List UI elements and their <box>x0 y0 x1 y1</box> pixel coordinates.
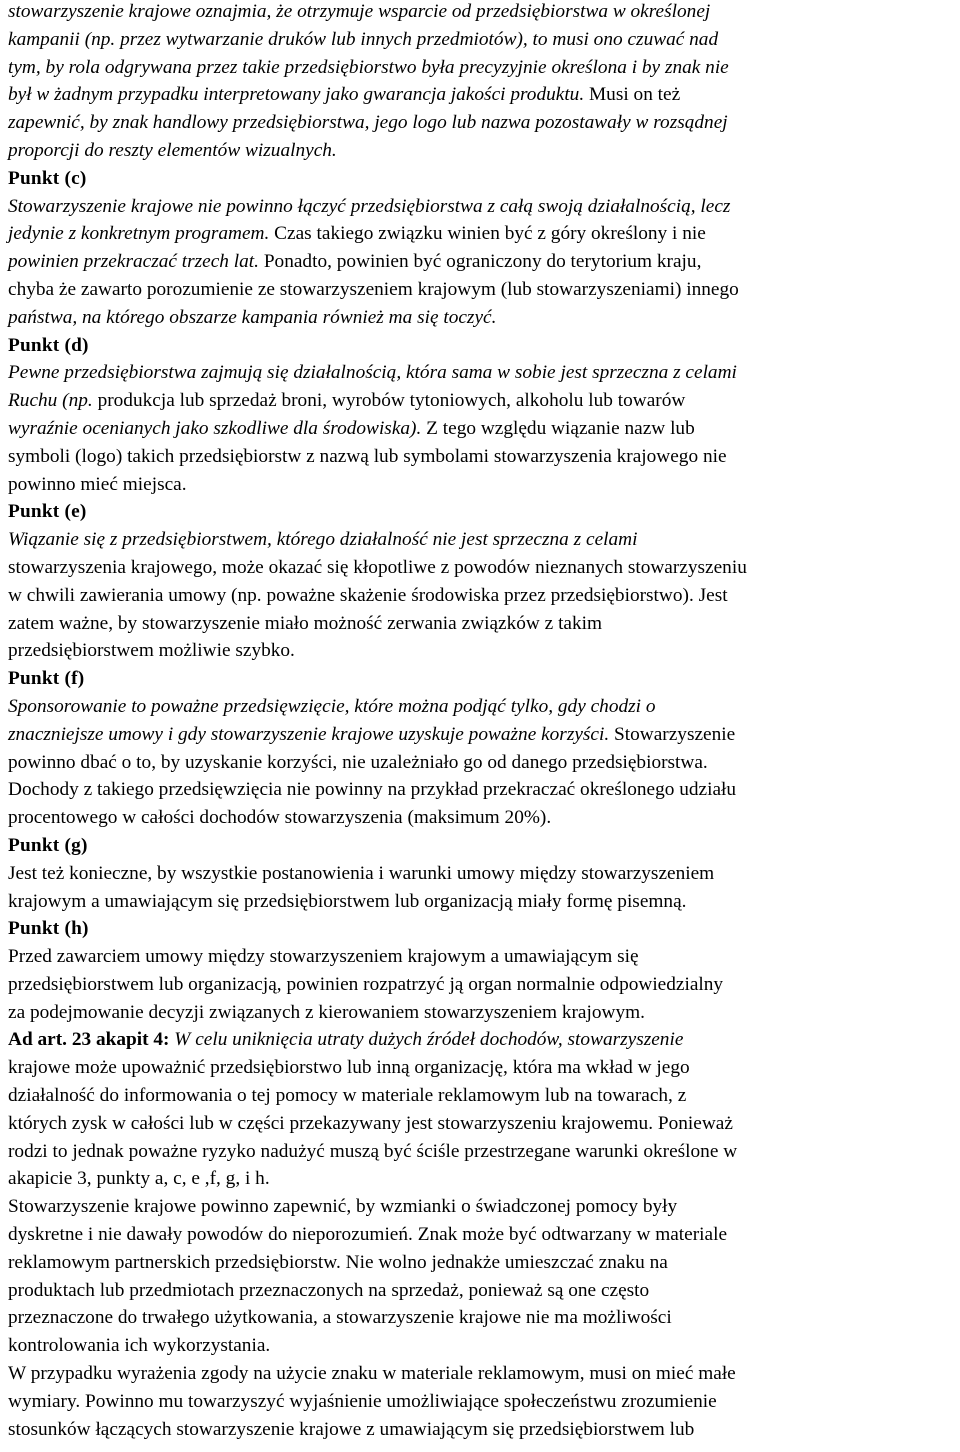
section-heading <box>8 332 952 360</box>
text-line <box>8 693 952 721</box>
body-text: Znak może być odtwarzany w materiale <box>412 1224 728 1246</box>
body-text: W przypadku wyrażenia zgody na użycie znaku w materiale reklamowym, musi on mieć małe <box>8 1363 736 1385</box>
text-line <box>8 971 952 999</box>
text-line <box>8 1054 952 1082</box>
italic-text: znaczniejsze umowy i gdy stowarzyszenie krajowe uzyskuje poważne korzyści. <box>8 723 610 745</box>
text-line <box>8 220 952 248</box>
text-line <box>8 888 952 916</box>
body-text: Powinno mu towarzyszyć wyjaśnienie umożliwiające społeczeństwu zrozumienie <box>80 1390 717 1412</box>
italic-text: był w żadnym przypadku interpretowany jako gwarancja jakości produktu. <box>8 84 585 106</box>
body-text: działalność do informowania o tej pomocy w materiale reklamowym lub na towarach, z <box>8 1085 687 1107</box>
bold-text: Punkt (f) <box>8 668 85 690</box>
text-line <box>8 276 952 304</box>
text-line <box>8 1193 952 1221</box>
body-text: przedsiębiorstwem lub organizacją, powinien rozpatrzyć ją organ normalnie odpowiedzialny <box>8 973 724 995</box>
text-line <box>8 415 952 443</box>
text-line <box>8 193 952 221</box>
body-text: Z tego względu wiązanie nazw lub <box>421 417 695 439</box>
text-line <box>8 637 952 665</box>
italic-text: W celu uniknięcia utraty dużych źródeł dochodów, stowarzyszenie <box>169 1029 684 1051</box>
italic-text: powinien przekraczać trzech lat. <box>8 251 259 273</box>
text-line <box>8 81 952 109</box>
body-text: Ponieważ <box>653 1112 733 1134</box>
body-text: Ponadto, powinien być ograniczony do terytorium kraju, <box>258 251 702 273</box>
body-text: Stowarzyszenie <box>609 723 736 745</box>
bold-text: Punkt (g) <box>8 834 88 856</box>
text-line <box>8 1026 952 1054</box>
italic-text: jedynie z konkretnym programem. <box>8 223 270 245</box>
bold-text: Ad art. 23 akapit 4: <box>8 1029 170 1051</box>
body-text: Musi on też <box>584 84 681 106</box>
text-line <box>8 582 952 610</box>
body-text: dyskretne i nie dawały powodów do nieporozumień. <box>8 1224 413 1246</box>
body-text: powinno dbać o to, by uzyskanie korzyści, nie uzależniało go od danego przedsiębiorstwa. <box>8 751 708 773</box>
text-line <box>8 860 952 888</box>
text-line <box>8 721 952 749</box>
body-text: procentowego w całości dochodów stowarzyszenia (maksimum 20%). <box>8 807 552 829</box>
text-line <box>8 776 952 804</box>
bold-text: Punkt (d) <box>8 334 89 356</box>
body-text: Dochody z takiego przedsięwzięcia nie powinny na przykład przekraczać określonego udziału <box>8 779 737 801</box>
text-line <box>8 387 952 415</box>
italic-text: Wiązanie się z przedsiębiorstwem, którego działalność nie jest sprzeczna z celami <box>8 529 638 551</box>
bold-text: Punkt (e) <box>8 501 87 523</box>
text-line <box>8 1138 952 1166</box>
text-line <box>8 137 952 165</box>
body-text: Nie wolno jednakże umieszczać znaku na <box>340 1251 668 1273</box>
text-line <box>8 610 952 638</box>
text-line <box>8 749 952 777</box>
text-line <box>8 443 952 471</box>
section-heading <box>8 165 952 193</box>
text-line <box>8 804 952 832</box>
body-text: stowarzyszenia krajowego, może okazać się kłopotliwe z powodów nieznanych stowarzyszeniu <box>8 556 747 578</box>
section-heading <box>8 832 952 860</box>
italic-text: Sponsorowanie to poważne przedsięwzięcie, które można podjąć tylko, gdy chodzi o <box>8 695 656 717</box>
italic-text: kampanii (np. przez wytwarzanie druków lub innych przedmiotów), to musi ono czuwać nad <box>8 28 719 50</box>
text-line <box>8 1360 952 1388</box>
body-text: Jest też konieczne, by wszystkie postanowienia i warunki umowy między stowarzyszeniem <box>8 862 715 884</box>
body-text: powinno mieć miejsca. <box>8 473 187 495</box>
body-text: produktach lub przedmiotach przeznaczonych na sprzedaż, ponieważ są one często <box>8 1279 650 1301</box>
document-body <box>8 0 956 1443</box>
text-line <box>8 471 952 499</box>
body-text: których zysk w całości lub w części przekazywany jest stowarzyszeniu krajowemu. <box>8 1112 654 1134</box>
italic-text: zapewnić, by znak handlowy przedsiębiorstwa, jego logo lub nazwa pozostawały w rozsądnej <box>8 112 728 134</box>
body-text: kontrolowania ich wykorzystania. <box>8 1335 271 1357</box>
text-line <box>8 554 952 582</box>
body-text: Jest <box>693 584 728 606</box>
body-text: przeznaczone do trwałego użytkowania, a stowarzyszenie krajowe nie ma możliwości <box>8 1307 672 1329</box>
text-line <box>8 54 952 82</box>
text-line <box>8 999 952 1027</box>
body-text: krajowym a umawiającym się przedsiębiorstwem lub organizacją miały formę pisemną. <box>8 890 687 912</box>
section-heading <box>8 915 952 943</box>
body-text: w chwili zawierania umowy (np. poważne skażenie środowiska przez przedsiębiorstwo). <box>8 584 694 606</box>
italic-text: proporcji do reszty elementów wizualnych. <box>8 139 337 161</box>
text-line <box>8 359 952 387</box>
italic-text: państwa, na którego obszarze kampania również ma się toczyć. <box>8 306 497 328</box>
body-text: Przed zawarciem umowy między stowarzyszeniem krajowym a umawiającym się <box>8 946 639 968</box>
body-text: rodzi to jednak poważne ryzyko nadużyć muszą być ściśle przestrzegane warunki określone w <box>8 1140 738 1162</box>
text-line <box>8 304 952 332</box>
body-text: Stowarzyszenie krajowe powinno zapewnić, by wzmianki o świadczonej pomocy były <box>8 1196 678 1218</box>
text-line <box>8 1388 952 1416</box>
text-line <box>8 1110 952 1138</box>
section-heading <box>8 498 952 526</box>
body-text: krajowe może upoważnić przedsiębiorstwo lub inną organizację, która ma wkład w jego <box>8 1057 690 1079</box>
body-text: wymiary. <box>8 1390 81 1412</box>
bold-text: Punkt (c) <box>8 167 87 189</box>
body-text: Czas takiego związku winien być z góry określony i nie <box>269 223 706 245</box>
body-text: symboli (logo) takich przedsiębiorstw z nazwą lub symbolami stowarzyszenia krajowego nie <box>8 445 727 467</box>
text-line <box>8 1304 952 1332</box>
text-line <box>8 1082 952 1110</box>
text-line <box>8 0 952 26</box>
body-text: produkcja lub sprzedaż broni, wyrobów tytoniowych, alkoholu lub towarów <box>92 390 686 412</box>
text-line <box>8 1221 952 1249</box>
body-text: akapicie 3, punkty a, c, e ,f, g, i h. <box>8 1168 270 1190</box>
section-heading <box>8 665 952 693</box>
text-line <box>8 526 952 554</box>
italic-text: Stowarzyszenie krajowe nie powinno łączyć przedsiębiorstwa z całą swoją działalnością, lecz <box>8 195 731 217</box>
text-line <box>8 1165 952 1193</box>
body-text: za podejmowanie decyzji związanych z kierowaniem stowarzyszeniem krajowym. <box>8 1001 645 1023</box>
text-line <box>8 1249 952 1277</box>
text-line <box>8 26 952 54</box>
body-text: reklamowym partnerskich przedsiębiorstw. <box>8 1251 341 1273</box>
text-line <box>8 248 952 276</box>
body-text: przedsiębiorstwem możliwie szybko. <box>8 640 295 662</box>
bold-text: Punkt (h) <box>8 918 89 940</box>
body-text: zatem ważne, by stowarzyszenie miało możność zerwania związków z takim <box>8 612 603 634</box>
body-text: stosunków łączących stowarzyszenie krajowe z umawiającym się przedsiębiorstwem lub <box>8 1418 695 1440</box>
italic-text: stowarzyszenie krajowe oznajmia, że otrzymuje wsparcie od przedsiębiorstwa w określonej <box>8 1 711 22</box>
italic-text: Ruchu (np. <box>8 390 93 412</box>
text-line <box>8 943 952 971</box>
italic-text: Pewne przedsiębiorstwa zajmują się działalnością, która sama w sobie jest sprzeczna z celami <box>8 362 737 384</box>
text-line <box>8 109 952 137</box>
text-line <box>8 1416 952 1444</box>
italic-text: wyraźnie ocenianych jako szkodliwe dla środowiska). <box>8 417 422 439</box>
italic-text: tym, by rola odgrywana przez takie przedsiębiorstwo była precyzyjnie określona i by znak nie <box>8 56 729 78</box>
text-line <box>8 1332 952 1360</box>
body-text: chyba że zawarto porozumienie ze stowarzyszeniem krajowym (lub stowarzyszeniami) innego <box>8 278 739 300</box>
text-line <box>8 1277 952 1305</box>
